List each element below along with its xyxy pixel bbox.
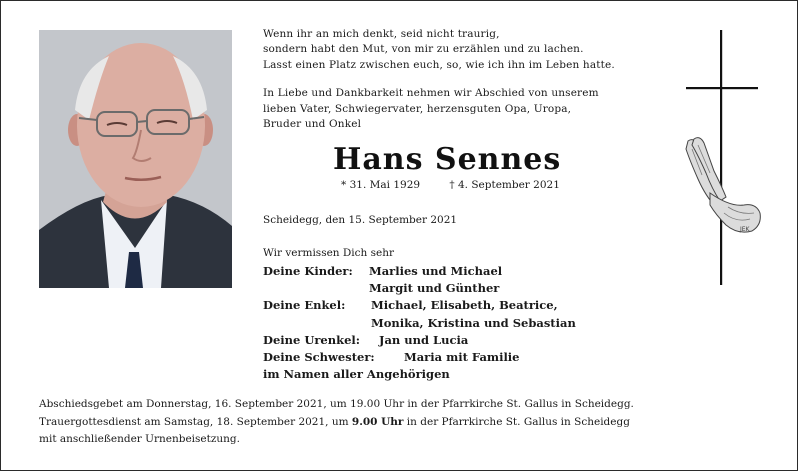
farewell-intro (263, 86, 663, 133)
sister-label: Deine Schwester: (263, 349, 375, 364)
service-line-2-end: in der Pfarrkirche St. Gallus in Scheidegg (403, 415, 630, 428)
verse-line-2: sondern habt den Mut, von mir zu erzählen und zu lachen. (263, 43, 584, 56)
children-line-2: Margit und Günther (369, 281, 500, 296)
birth-date: * 31. Mai 1929 (341, 179, 421, 191)
sister-value: Maria mit Familie (404, 349, 520, 364)
great-grandchildren-value: Jan und Lucia (379, 332, 469, 347)
death-date: † 4. September 2021 (449, 179, 560, 191)
intro-line-2: lieben Vater, Schwiegervater, herzensguten Opa, Uropa, (263, 102, 572, 115)
service-info (39, 396, 779, 449)
service-line-2-start: Trauergottesdienst am Samstag, 18. September 2021, um (39, 415, 352, 428)
service-line-2 (39, 414, 779, 432)
miss-text: Wir vermissen Dich sehr (263, 247, 395, 259)
children-line-1: Marlies und Michael (369, 264, 503, 278)
grandchildren-line-1: Michael, Elisabeth, Beatrice, (371, 298, 558, 313)
praying-hands-icon (680, 135, 764, 235)
life-dates (341, 179, 560, 191)
artist-mark: JEK (740, 226, 750, 233)
closing-text: im Namen aller Angehörigen (263, 367, 450, 382)
verse-line-1: Wenn ihr an mich denkt, seid nicht traurig, (263, 28, 500, 40)
deceased-name: Hans Sennes (333, 142, 562, 177)
place-and-date: Scheidegg, den 15. September 2021 (263, 214, 458, 226)
portrait-illustration (39, 30, 232, 288)
service-line-1: Abschiedsgebet am Donnerstag, 16. September 2021, um 19.00 Uhr in der Pfarrkirche St. Gallus in Scheidegg. (39, 398, 634, 410)
portrait-photo (39, 30, 232, 288)
intro-line-1: In Liebe und Dankbarkeit nehmen wir Abschied von unserem (263, 87, 599, 99)
great-grandchildren-label: Deine Urenkel: (263, 332, 361, 347)
memorial-verse (263, 27, 663, 73)
intro-line-3: Bruder und Onkel (263, 118, 362, 131)
verse-line-3: Lasst einen Platz zwischen euch, so, wie ich ihn im Leben hatte. (263, 58, 615, 71)
grandchildren-label: Deine Enkel: (263, 298, 346, 313)
children-label: Deine Kinder: (263, 264, 353, 278)
service-line-3: mit anschließender Urnenbeisetzung. (39, 433, 240, 446)
grandchildren-line-2: Monika, Kristina und Sebastian (371, 315, 576, 330)
service-time: 9.00 Uhr (351, 415, 404, 428)
